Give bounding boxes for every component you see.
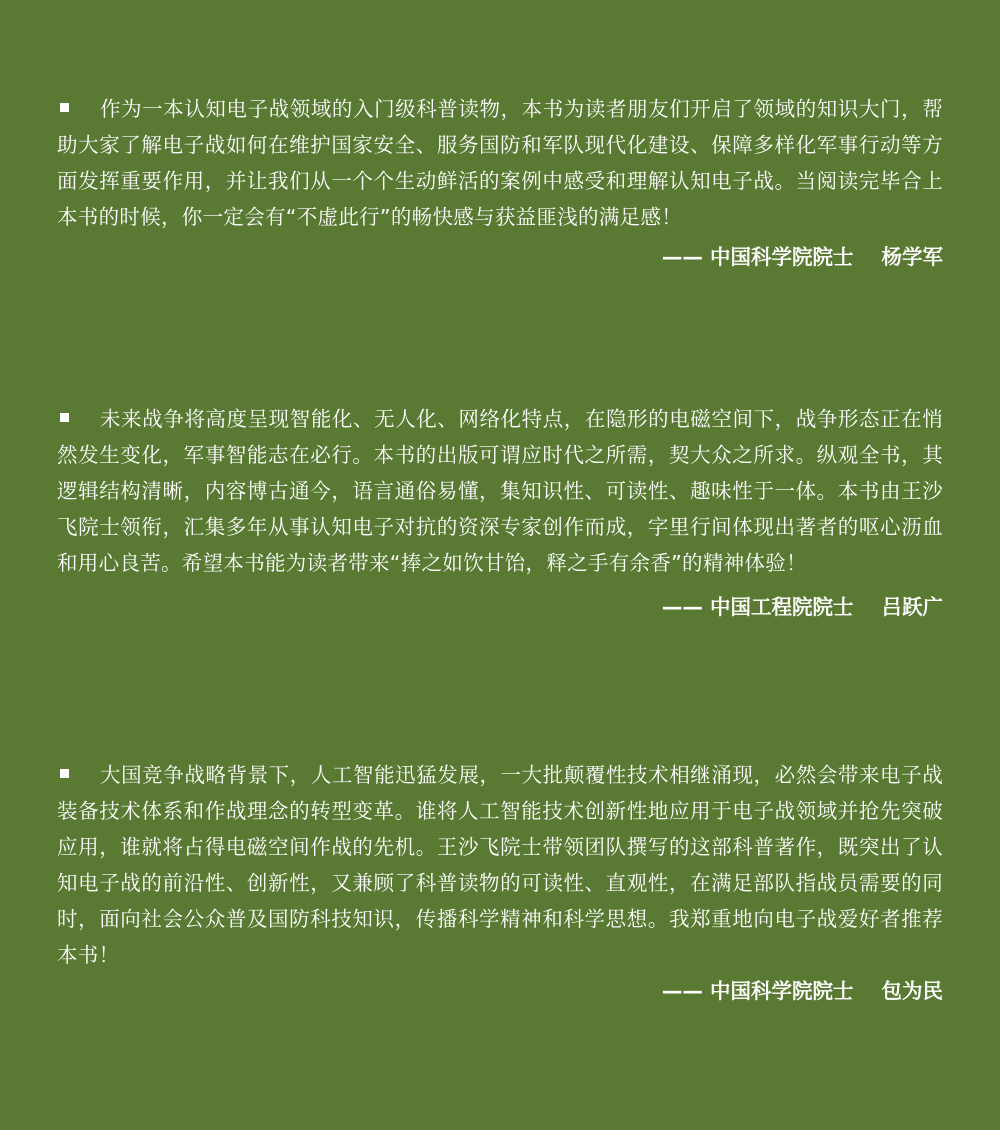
attribution-dash: —— (661, 245, 703, 269)
endorser-title: 中国工程院院士 (710, 595, 854, 619)
attribution-dash: —— (661, 595, 703, 619)
endorser-title: 中国科学院院士 (710, 245, 854, 269)
endorsement-paragraph (57, 757, 943, 973)
endorsement-paragraph (57, 401, 943, 581)
endorsement-3 (57, 757, 943, 1009)
endorser-name: 杨学军 (881, 245, 943, 269)
endorsement-attribution (57, 973, 943, 1009)
endorsement-1 (57, 91, 943, 275)
endorser-name: 包为民 (881, 979, 943, 1003)
square-bullet-icon (60, 103, 69, 112)
endorsement-text: 作为一本认知电子战领域的入门级科普读物，本书为读者朋友们开启了领域的知识大门，帮助大家了解电子战如何在维护国家安全、服务国防和军队现代化建设、保障多样化军事行动等方面发挥重要作用，并让我们从一个个生动鲜活的案例中感受和理解认知电子战。当阅读完毕合上本书的时候，你一定会有“不虚此行”的畅快感与获益匪浅的满足感！ (57, 97, 943, 229)
endorsement-paragraph (57, 91, 943, 235)
endorser-title: 中国科学院院士 (710, 979, 854, 1003)
endorsement-text: 未来战争将高度呈现智能化、无人化、网络化特点，在隐形的电磁空间下，战争形态正在悄然发生变化，军事智能志在必行。本书的出版可谓应时代之所需，契大众之所求。纵观全书，其逻辑结构清晰，内容博古通今，语言通俗易懂，集知识性、可读性、趣味性于一体。本书由王沙飞院士领衔，汇集多年从事认知电子对抗的资深专家创作而成，字里行间体现出著者的呕心沥血和用心良苦。希望本书能为读者带来“捧之如饮甘饴，释之手有余香”的精神体验！ (57, 407, 943, 575)
endorsement-2 (57, 401, 943, 625)
attribution-dash: —— (661, 979, 703, 1003)
endorsement-attribution (57, 239, 943, 275)
endorser-name: 吕跃广 (881, 595, 943, 619)
endorsement-attribution (57, 589, 943, 625)
square-bullet-icon (60, 413, 69, 422)
square-bullet-icon (60, 769, 69, 778)
endorsement-text: 大国竞争战略背景下，人工智能迅猛发展，一大批颠覆性技术相继涌现，必然会带来电子战装备技术体系和作战理念的转型变革。谁将人工智能技术创新性地应用于电子战领域并抢先突破应用，谁就将占得电磁空间作战的先机。王沙飞院士带领团队撰写的这部科普著作，既突出了认知电子战的前沿性、创新性，又兼顾了科普读物的可读性、直观性，在满足部队指战员需要的同时，面向社会公众普及国防科技知识，传播科学精神和科学思想。我郑重地向电子战爱好者推荐本书！ (57, 763, 943, 967)
